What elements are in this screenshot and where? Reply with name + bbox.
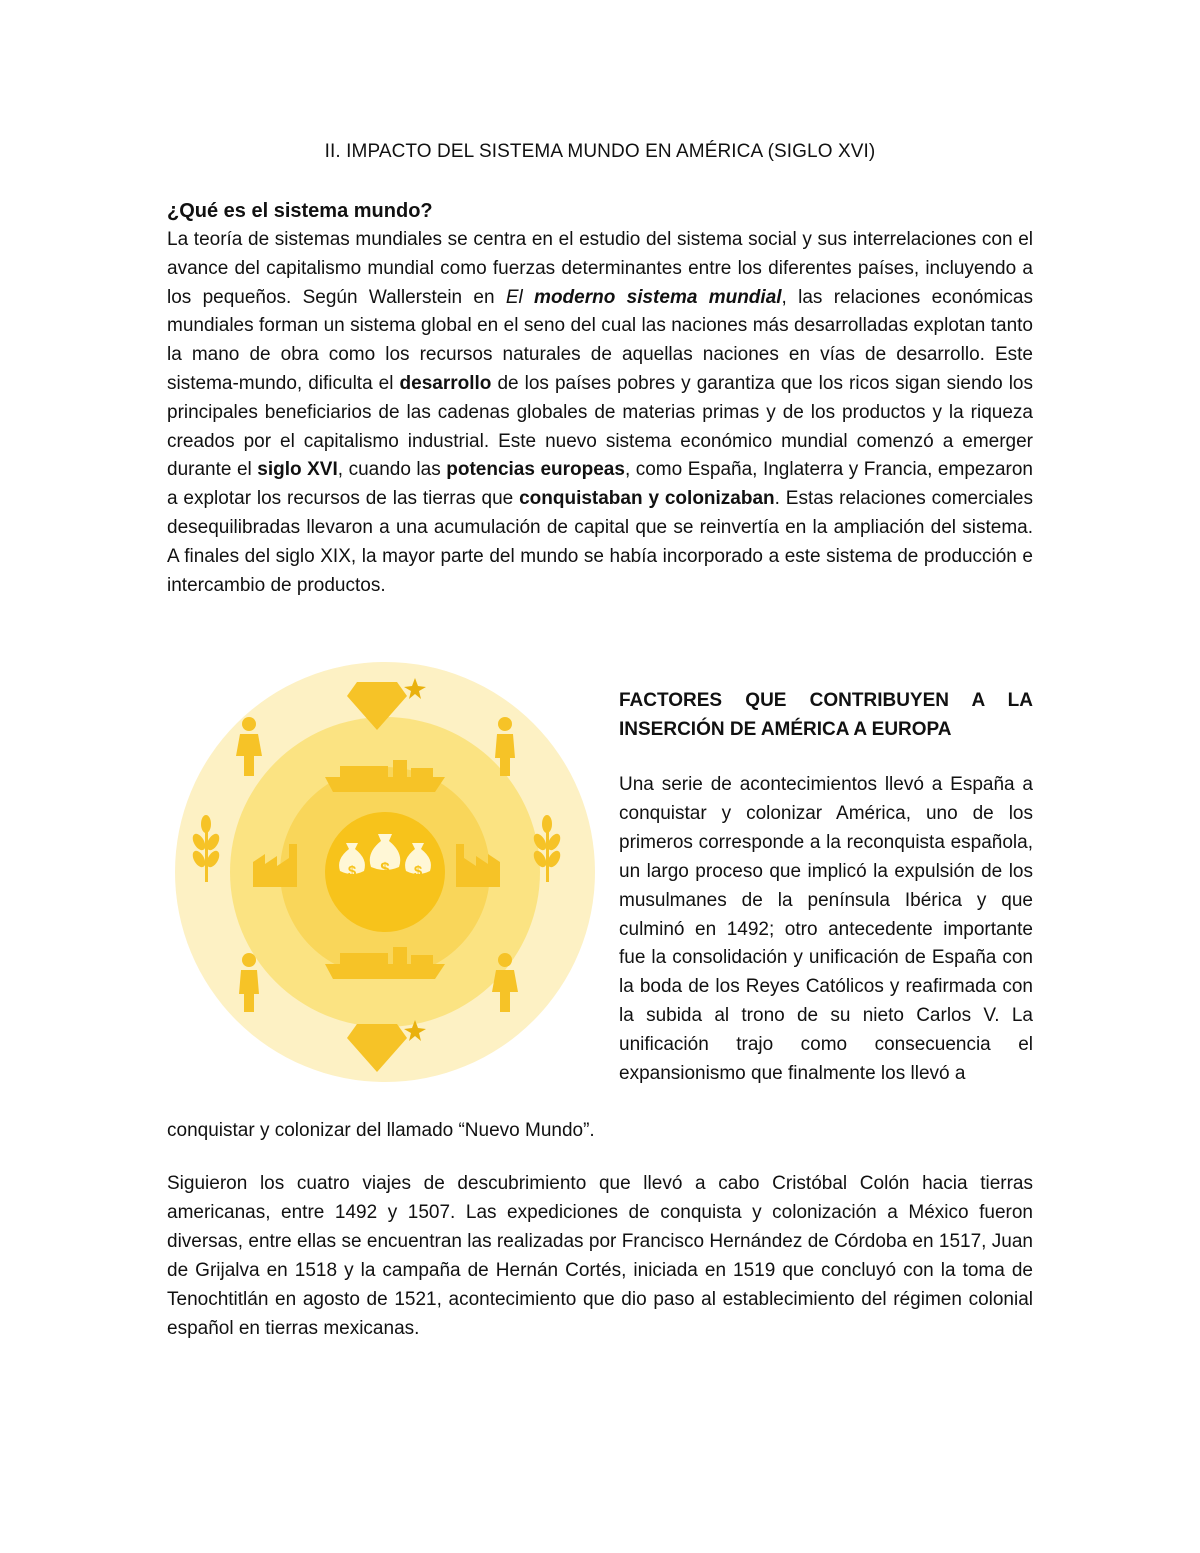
world-system-illustration (165, 652, 605, 1092)
paragraph-factores-continuation: conquistar y colonizar del llamado “Nuevo Mundo”. (167, 1120, 595, 1141)
bold-desarrollo: desarrollo (399, 372, 492, 394)
svg-text:$: $ (347, 863, 357, 880)
svg-text:$: $ (380, 859, 390, 878)
factores-heading: FACTORES QUE CONTRIBUYEN A LA INSERCIÓN DE AMÉRICA A EUROPA (619, 690, 1033, 740)
bold-siglo: siglo XVI (257, 459, 338, 481)
paragraph-sistema-mundo: La teoría de sistemas mundiales se centra en el estudio del sistema social y sus interrelaciones con el avance del capitalismo mundial como fuerzas determinantes entre los diferentes países, incluyendo a los pequeños. Según Wallerstein en El moderno sistema mundial, las relaciones económicas mundiales forman un sistema global en el seno del cual las naciones más desarrolladas explotan tanto la mano de obra como los recursos naturales de aquellas naciones en vías de desarrollo. Este sistema-mundo, dificulta el desarrollo de los países pobres y garantiza que los ricos sigan siendo los principales beneficiarios de las cadenas globales de materias primas y de los productos y la riqueza creados por el capitalismo industrial. Este nuevo sistema económico mundial comenzó a emerger durante el siglo XVI, cuando las potencias europeas, como España, Inglaterra y Francia, empezaron a explotar los recursos de las tierras que conquistaban y colonizaban. Estas relaciones comerciales desequilibradas llevaron a una acumulación de capital que se reinvertía en la ampliación del sistema. A finales del siglo XIX, la mayor parte del mundo se había incorporado a este sistema de producción e intercambio de productos. (167, 229, 1033, 596)
book-title: moderno sistema mundial (522, 286, 782, 308)
paragraph-viajes: Siguieron los cuatro viajes de descubrimiento que llevó a cabo Cristóbal Colón hacia tierras americanas, entre 1492 y 1507. Las expediciones de conquista y colonización a México fueron diversas, entre ellas se encuentran las realizadas por Francisco Hernández de Córdoba en 1517, Juan de Grijalva en 1518 y la campaña de Hernán Cortés, iniciada en 1519 que concluyó con la toma de Tenochtitlán en agosto de 1521, acontecimiento que dio paso al establecimiento del régimen colonial español en tierras mexicanas. (167, 1173, 1033, 1339)
question-heading: ¿Qué es el sistema mundo? (167, 200, 433, 222)
book-title-el: El (505, 286, 523, 308)
page-title: II. IMPACTO DEL SISTEMA MUNDO EN AMÉRICA (SIGLO XVI) (324, 141, 876, 162)
bold-conquistaban: conquistaban y colonizaban (519, 488, 775, 510)
bold-potencias: potencias europeas (446, 459, 625, 481)
paragraph-factores: Una serie de acontecimientos llevó a España a conquistar y colonizar América, uno de los primeros corresponde a la reconquista española, un largo proceso que implicó la expulsión de los musulmanes de la península Ibérica y que culminó en 1492; otro antecedente importante fue la consolidación y unificación de España con la boda de los Reyes Católicos y reafirmada con la subida al trono de su nieto Carlos V. La unificación trajo como consecuencia el expansionismo que finalmente los llevó a (619, 774, 1033, 1085)
svg-text:$: $ (413, 863, 423, 880)
